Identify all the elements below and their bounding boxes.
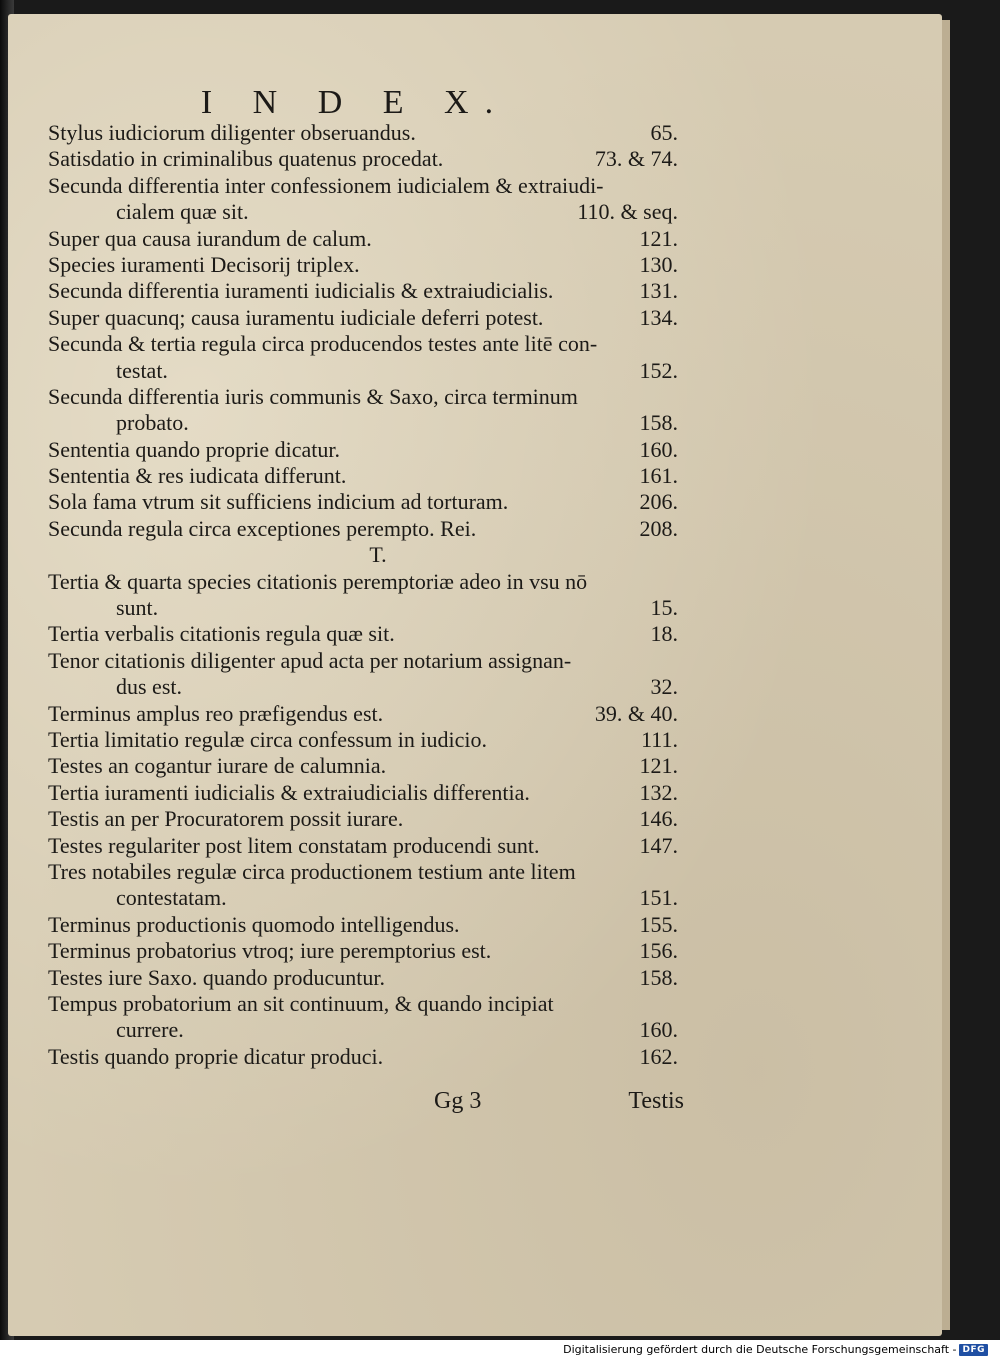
entry-text: Secunda differentia iuris communis & Saxo, circa terminum bbox=[48, 383, 578, 409]
entry-page-number: 15. bbox=[650, 595, 678, 621]
entry-text: dus est. bbox=[116, 674, 182, 700]
book-page bbox=[8, 14, 942, 1336]
index-entry bbox=[48, 621, 678, 647]
entry-page-number: 65. bbox=[650, 120, 678, 145]
index-entry bbox=[48, 595, 678, 621]
index-entry bbox=[48, 146, 678, 172]
entry-page-number: 147. bbox=[639, 832, 678, 858]
entry-page-number: 134. bbox=[639, 304, 678, 330]
index-entry bbox=[48, 331, 678, 357]
index-entry bbox=[48, 278, 678, 304]
entry-page-number: 130. bbox=[639, 251, 678, 277]
entry-page-number: 158. bbox=[639, 410, 678, 436]
index-entry bbox=[48, 358, 678, 384]
entry-text: contestatam. bbox=[116, 885, 227, 911]
entry-text: Satisdatio in criminalibus quatenus procedat. bbox=[48, 146, 444, 172]
entry-text: Tertia & quarta species citationis peremptoriæ adeo in vsu nō bbox=[48, 568, 588, 594]
entry-text: cialem quæ sit. bbox=[116, 199, 249, 225]
entry-text: Secunda differentia iuramenti iudicialis & extraiudicialis. bbox=[48, 278, 554, 304]
entry-page-number: 73. & 74. bbox=[594, 146, 678, 172]
entry-page-number: 162. bbox=[639, 1043, 678, 1069]
digitization-credit bbox=[563, 1343, 988, 1356]
entry-text: Terminus probatorius vtroq; iure peremptorius est. bbox=[48, 938, 492, 964]
entry-page-number: 18. bbox=[650, 621, 678, 647]
entry-page-number: 161. bbox=[639, 463, 678, 489]
index-entry bbox=[48, 463, 678, 489]
index-entry bbox=[48, 885, 678, 911]
index-entry bbox=[48, 991, 678, 1017]
index-entry bbox=[48, 1044, 678, 1070]
entry-page-number: 208. bbox=[639, 515, 678, 541]
index-entry bbox=[48, 199, 678, 225]
index-entry bbox=[48, 938, 678, 964]
entry-text: Testes regulariter post litem constatam producendi sunt. bbox=[48, 832, 540, 858]
index-entry bbox=[48, 833, 678, 859]
entry-text: Testes an cogantur iurare de calumnia. bbox=[48, 753, 387, 779]
entry-text: Tertia limitatio regulæ circa confessum in iudicio. bbox=[48, 726, 487, 752]
entry-text: currere. bbox=[116, 1017, 184, 1043]
entry-page-number: 155. bbox=[639, 911, 678, 937]
entry-text: Terminus productionis quomodo intelligendus. bbox=[48, 911, 460, 937]
index-entry bbox=[48, 569, 678, 595]
index-entry bbox=[48, 489, 678, 515]
index-entry bbox=[48, 226, 678, 252]
index-entry bbox=[48, 173, 678, 199]
entry-page-number: 32. bbox=[650, 674, 678, 700]
credit-text: Digitalisierung gefördert durch die Deutsche Forschungsgemeinschaft - bbox=[563, 1343, 957, 1356]
index-entry bbox=[48, 701, 678, 727]
signature-mark: Gg 3 bbox=[434, 1088, 482, 1114]
entry-page-number: 206. bbox=[639, 489, 678, 515]
entry-text: Tertia verbalis citationis regula quæ sit. bbox=[48, 621, 395, 647]
entry-page-number: 111. bbox=[641, 726, 678, 752]
entry-text: Testis quando proprie dicatur produci. bbox=[48, 1043, 384, 1069]
entry-page-number: 121. bbox=[639, 225, 678, 251]
index-entries-s bbox=[48, 120, 678, 542]
entry-page-number: 160. bbox=[639, 1017, 678, 1043]
index-entry bbox=[48, 384, 678, 410]
index-entry bbox=[48, 252, 678, 278]
entry-text: Stylus iudiciorum diligenter obseruandus. bbox=[48, 120, 416, 145]
entry-text: Testis an per Procuratorem possit iurare. bbox=[48, 806, 404, 832]
entry-page-number: 156. bbox=[639, 938, 678, 964]
entry-text: Secunda & tertia regula circa producendos testes ante litē con- bbox=[48, 331, 598, 357]
index-entry bbox=[48, 780, 678, 806]
index-entry bbox=[48, 965, 678, 991]
entry-text: Species iuramenti Decisorij triplex. bbox=[48, 251, 360, 277]
entry-page-number: 160. bbox=[639, 436, 678, 462]
entry-page-number: 131. bbox=[639, 278, 678, 304]
entry-text: testat. bbox=[116, 357, 168, 383]
catchword: Testis bbox=[628, 1088, 684, 1114]
index-entry bbox=[48, 410, 678, 436]
entry-text: Tres notabiles regulæ circa productionem testium ante litem bbox=[48, 858, 576, 884]
entry-text: Sententia quando proprie dicatur. bbox=[48, 436, 341, 462]
entry-text: Terminus amplus reo præfigendus est. bbox=[48, 700, 384, 726]
entry-page-number: 151. bbox=[639, 885, 678, 911]
index-entry bbox=[48, 912, 678, 938]
index-entry bbox=[48, 120, 678, 146]
index-entry bbox=[48, 727, 678, 753]
entry-text: Secunda differentia inter confessionem iudicialem & extraiudi- bbox=[48, 172, 604, 198]
page-footer bbox=[48, 1088, 684, 1116]
index-entry bbox=[48, 437, 678, 463]
entry-text: Secunda regula circa exceptiones perempto. Rei. bbox=[48, 515, 477, 541]
entry-text: probato. bbox=[116, 410, 189, 436]
index-entry bbox=[48, 305, 678, 331]
entry-text: Super qua causa iurandum de calum. bbox=[48, 225, 372, 251]
dfg-logo-icon: DFG bbox=[959, 1344, 988, 1356]
index-entry bbox=[48, 806, 678, 832]
entry-text: Super quacunq; causa iuramentu iudiciale deferri potest. bbox=[48, 304, 544, 330]
entry-text: Tempus probatorium an sit continuum, & quando incipiat bbox=[48, 990, 554, 1016]
entry-page-number: 110. & seq. bbox=[577, 199, 678, 225]
entry-text: Tenor citationis diligenter apud acta per notarium assignan- bbox=[48, 647, 572, 673]
index-entries-t bbox=[48, 569, 678, 1070]
entry-text: Testes iure Saxo. quando producuntur. bbox=[48, 964, 385, 990]
index-entry bbox=[48, 516, 678, 542]
section-letter-t: T. bbox=[369, 542, 387, 568]
entry-text: Sententia & res iudicata differunt. bbox=[48, 463, 347, 489]
index-entry bbox=[48, 1017, 678, 1043]
entry-page-number: 132. bbox=[639, 779, 678, 805]
entry-text: Sola fama vtrum sit sufficiens indicium ad torturam. bbox=[48, 489, 509, 515]
index-entry bbox=[48, 859, 678, 885]
index-entry bbox=[48, 674, 678, 700]
index-content bbox=[48, 120, 678, 1070]
entry-text: sunt. bbox=[116, 595, 159, 621]
page-header bbox=[8, 84, 942, 122]
entry-page-number: 146. bbox=[639, 806, 678, 832]
entry-page-number: 39. & 40. bbox=[594, 700, 678, 726]
entry-page-number: 158. bbox=[639, 964, 678, 990]
index-entry bbox=[48, 648, 678, 674]
index-entry bbox=[48, 753, 678, 779]
entry-page-number: 121. bbox=[639, 753, 678, 779]
index-title: I N D E X. bbox=[200, 84, 510, 121]
entry-text: Tertia iuramenti iudicialis & extraiudicialis differentia. bbox=[48, 779, 530, 805]
entry-page-number: 152. bbox=[639, 357, 678, 383]
page-edge bbox=[942, 20, 950, 1330]
